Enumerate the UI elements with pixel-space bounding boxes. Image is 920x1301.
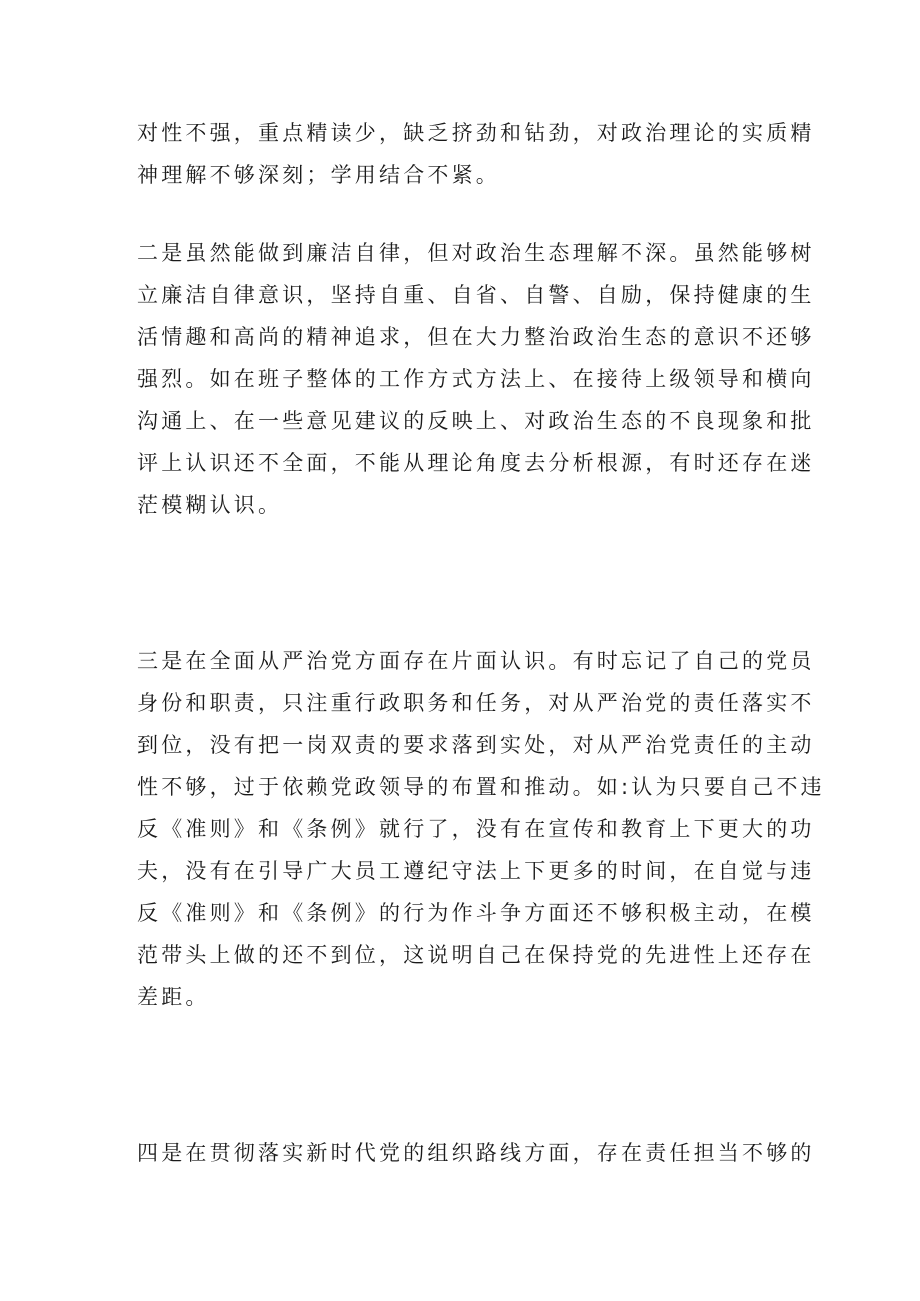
text-line: 活情趣和高尚的精神追求，但在大力整治政治生态的意识不还够 [137, 325, 815, 349]
text-line: 沟通上、在一些意见建议的反映上、对政治生态的不良现象和批 [137, 409, 815, 433]
text-line: 评上认识还不全面，不能从理论角度去分析根源，有时还存在迷 [137, 451, 815, 475]
text-line: 茫模糊认识。 [137, 493, 283, 517]
text-line: 反《准则》和《条例》就行了，没有在宣传和教育上下更大的功 [137, 817, 815, 841]
text-line: 性不够，过于依赖党政领导的布置和推动。如:认为只要自己不违 [137, 775, 825, 799]
text-line: 二是虽然能做到廉洁自律，但对政治生态理解不深。虽然能够树 [137, 241, 815, 265]
text-line: 立廉洁自律意识，坚持自重、自省、自警、自励，保持健康的生 [137, 283, 815, 307]
paragraph-1 [137, 112, 815, 196]
text-line: 强烈。如在班子整体的工作方式方法上、在接待上级领导和横向 [137, 367, 815, 391]
text-line: 对性不强，重点精读少，缺乏挤劲和钻劲，对政治理论的实质精 [137, 121, 815, 145]
text-line: 差距。 [137, 985, 210, 1009]
paragraph-2 [137, 232, 815, 526]
text-line: 反《准则》和《条例》的行为作斗争方面还不够积极主动，在模 [137, 901, 815, 925]
text-line: 夫，没有在引导广大员工遵纪守法上下更多的时间，在自觉与违 [137, 859, 815, 883]
text-line: 四是在贯彻落实新时代党的组织路线方面，存在责任担当不够的 [137, 1141, 815, 1165]
text-line: 三是在全面从严治党方面存在片面认识。有时忘记了自己的党员 [137, 649, 815, 673]
text-line: 到位，没有把一岗双责的要求落到实处，对从严治党责任的主动 [137, 733, 815, 757]
text-line: 神理解不够深刻；学用结合不紧。 [137, 163, 500, 187]
text-line: 身份和职责，只注重行政职务和任务，对从严治党的责任落实不 [137, 691, 815, 715]
paragraph-3 [137, 640, 825, 1018]
text-line: 范带头上做的还不到位，这说明自己在保持党的先进性上还存在 [137, 943, 815, 967]
paragraph-4 [137, 1132, 815, 1174]
